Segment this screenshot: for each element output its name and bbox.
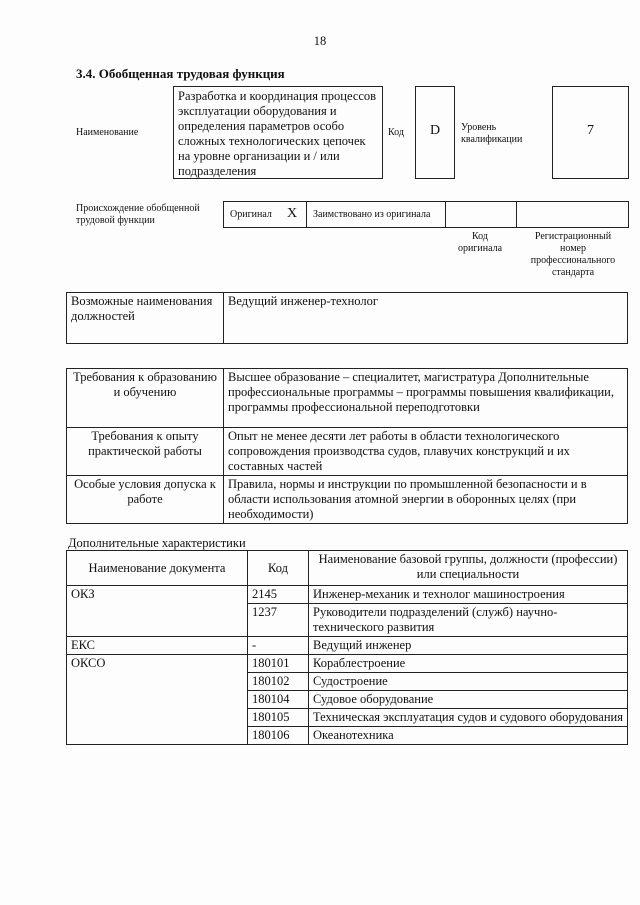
- header-code: Код: [248, 551, 309, 586]
- origin-divider-1: [306, 202, 307, 228]
- page-number: 18: [313, 34, 327, 48]
- code-cell: 180102: [248, 673, 309, 691]
- doc-cell: ОКЗ: [67, 586, 248, 637]
- additional-title: Дополнительные характеристики: [68, 536, 246, 550]
- name-cell: Ведущий инженер: [309, 637, 628, 655]
- requirements-value: Высшее образование – специалитет, магистратура Дополнительные профессиональные программы – программы повышения квалификации, программы профессиональной переподготовки: [224, 369, 628, 428]
- origin-boxes: [223, 201, 629, 228]
- header-name: Наименование базовой группы, должности (профессии) или специальности: [309, 551, 628, 586]
- code-cell: 2145: [248, 586, 309, 604]
- level-value: 7: [552, 86, 629, 179]
- doc-cell: ОКСО: [67, 655, 248, 745]
- code-cell: 180105: [248, 709, 309, 727]
- requirements-row: [67, 369, 628, 428]
- code-cell: 180104: [248, 691, 309, 709]
- requirements-label: Требования к опыту практической работы: [67, 428, 224, 476]
- original-mark: X: [287, 206, 298, 221]
- table-row: [67, 637, 628, 655]
- positions-label: Возможные наименования должностей: [67, 293, 224, 344]
- section-title: 3.4. Обобщенная трудовая функция: [76, 66, 285, 81]
- requirements-row: [67, 476, 628, 524]
- name-cell: Судовое оборудование: [309, 691, 628, 709]
- name-cell: Руководители подразделений (служб) научно-технического развития: [309, 604, 628, 637]
- requirements-value: Опыт не менее десяти лет работы в области технологического сопровождения производства судов, плавучих конструкций и их составных частей: [224, 428, 628, 476]
- table-row: [67, 586, 628, 604]
- additional-table: [66, 550, 628, 745]
- requirements-value: Правила, нормы и инструкции по промышленной безопасности и в области использования атомной энергии в оборонных целях (при необходимости): [224, 476, 628, 524]
- requirements-table: [66, 368, 628, 524]
- name-cell: Кораблестроение: [309, 655, 628, 673]
- code-original-label: Код оригинала: [457, 231, 503, 254]
- origin-label: Происхождение обобщенной трудовой функции: [76, 203, 200, 226]
- code-cell: 180106: [248, 727, 309, 745]
- name-cell: Техническая эксплуатация судов и судового оборудования: [309, 709, 628, 727]
- code-value: D: [415, 86, 455, 179]
- code-cell: 180101: [248, 655, 309, 673]
- reg-number-label: Регистрационный номер профессионального стандарта: [530, 231, 616, 278]
- code-cell: -: [248, 637, 309, 655]
- name-cell: Океанотехника: [309, 727, 628, 745]
- table-row: [67, 655, 628, 673]
- positions-row: [67, 293, 628, 344]
- requirements-label: Особые условия допуска к работе: [67, 476, 224, 524]
- requirements-label: Требования к образованию и обучению: [67, 369, 224, 428]
- requirements-row: [67, 428, 628, 476]
- additional-header-row: [67, 551, 628, 586]
- positions-value: Ведущий инженер-технолог: [224, 293, 628, 344]
- code-cell: 1237: [248, 604, 309, 637]
- name-cell: Судостроение: [309, 673, 628, 691]
- name-value: Разработка и координация процессов эксплуатации оборудования и определения параметров особо сложных технологических цепочек на уровне организации и / или подразделения: [173, 86, 383, 179]
- name-label: Наименование: [76, 127, 139, 138]
- borrowed-label: Заимствовано из оригинала: [313, 209, 431, 220]
- origin-divider-3: [516, 202, 517, 228]
- level-label: Уровень квалификации: [461, 122, 523, 145]
- name-cell: Инженер-механик и технолог машиностроения: [309, 586, 628, 604]
- positions-table: [66, 292, 628, 344]
- doc-cell: ЕКС: [67, 637, 248, 655]
- header-doc: Наименование документа: [67, 551, 248, 586]
- original-label: Оригинал: [230, 209, 272, 220]
- code-label: Код: [388, 127, 404, 138]
- origin-divider-2: [445, 202, 446, 228]
